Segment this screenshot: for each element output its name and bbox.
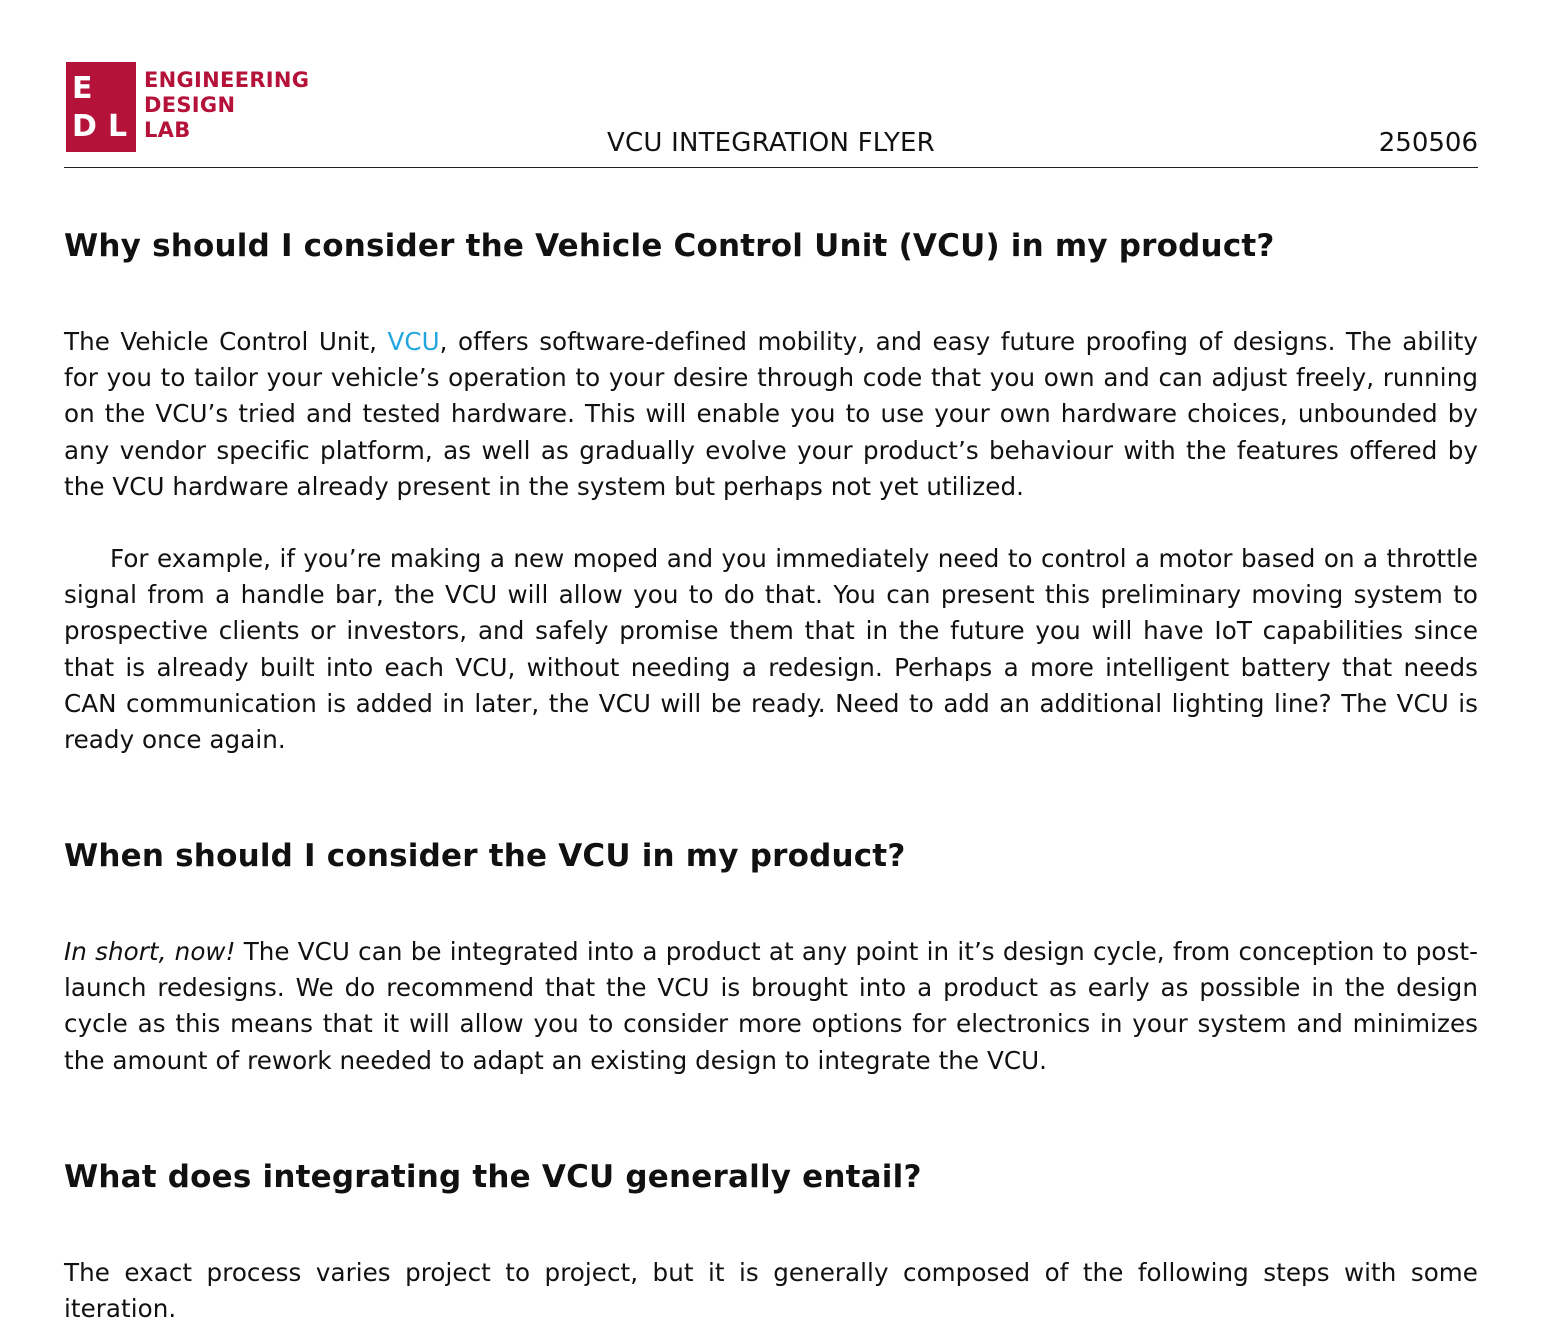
emphasis-in-short: In short, now! [64,937,236,966]
paragraph-timing [64,934,1478,1079]
logo-word-lab: LAB [144,118,191,142]
paragraph-text-before-link: The Vehicle Control Unit, [64,327,388,356]
section-heading-what: What does integrating the VCU generally entail? [64,1159,922,1195]
paragraph-text-after-link: , offers software-defined mobility, and easy future proofing of designs. The ability for you to tailor your vehicle’s operation to your desire through code that you own and can adjust freely, running on the VCU’s tried and tested hardware. This will enable you to use your own hardware choices, unbounded by any vendor specific platform, as well as gradually evolve your product’s behaviour with the features offered by the VCU hardware already present in the system but perhaps not yet utilized. [64,327,1479,501]
page-header [64,0,1478,168]
paragraph-process: The exact process varies project to project, but it is generally composed of the following steps with some iteration. [64,1258,1478,1324]
logo-word-engineering: ENGINEERING [144,68,310,92]
logo-letter-l: L [108,109,128,144]
flyer-page [64,0,1479,1324]
paragraph-moped-example: For example, if you’re making a new moped and you immediately need to control a motor based on a throttle signal from a handle bar, the VCU will allow you to do that. You can present this preliminary moving system to prospective clients or investors, and safely promise them that in the future you will have IoT capabilities since that is already built into each VCU, without needing a redesign. Perhaps a more intelligent battery that needs CAN communication is added in later, the VCU will be ready. Need to add an additional lighting line? The VCU is ready once again. [64,544,1478,755]
paragraph-timing-text: The VCU can be integrated into a product at any point in it’s design cycle, from conception to post-launch redesigns. We do recommend that the VCU is brought into a product as early as possible in the design cycle as this means that it will allow you to consider more options for electronics in your system and minimizes the amount of rework needed to adapt an existing design to integrate the VCU. [64,937,1478,1075]
logo-letter-e: E [72,71,93,106]
section-heading-when: When should I consider the VCU in my product? [64,838,906,874]
document-code: 250506 [1378,128,1478,158]
paragraph-vcu-overview [64,324,1478,505]
document-title: VCU INTEGRATION FLYER [607,128,935,158]
vcu-link[interactable]: VCU [387,327,440,356]
logo-word-design: DESIGN [144,93,236,117]
section-heading-why: Why should I consider the Vehicle Control Unit (VCU) in my product? [64,228,1275,264]
logo-letter-d: D [72,109,97,144]
